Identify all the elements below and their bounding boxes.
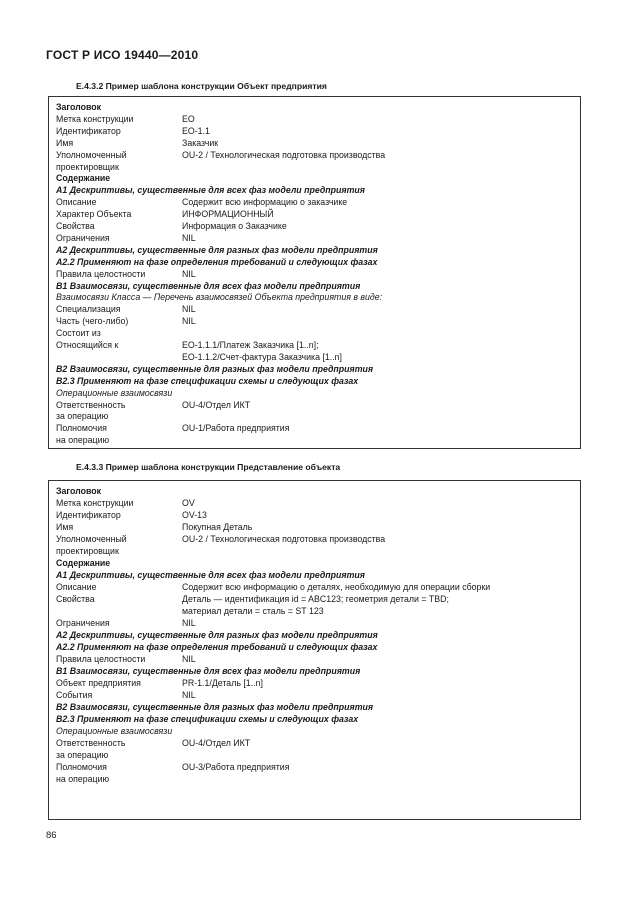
ov-template-box [48, 480, 581, 820]
row-label: Имя [56, 522, 74, 532]
template-row [56, 497, 576, 509]
row-value: NIL [182, 268, 196, 279]
row-value: EO [182, 113, 195, 124]
row-label: Свойства [56, 221, 95, 231]
row-label: В2.3 Применяют на фазе спецификации схемы и следующих фазах [56, 375, 359, 386]
template-row [56, 533, 576, 545]
row-label: А1 Дескриптивы, существенные для всех фаз модели предприятия [56, 185, 365, 196]
row-value: OU-2 / Технологическая подготовка производства [182, 534, 386, 544]
row-label: Характер Объекта [56, 209, 132, 220]
row-value: NIL [182, 654, 196, 664]
row-label: Часть (чего-либо) [56, 316, 129, 327]
row-label: В2.3 Применяют на фазе спецификации схемы и следующих фазах [56, 714, 359, 724]
template-row [56, 291, 576, 303]
row-label: на операцию [56, 435, 110, 446]
template-row [56, 410, 576, 422]
row-label: Описание [56, 582, 97, 592]
row-value: Содержит всю информацию о заказчике [182, 197, 348, 208]
template-row [56, 422, 576, 434]
row-value: ИНФОРМАЦИОННЫЙ [182, 209, 274, 220]
row-label: за операцию [56, 750, 109, 760]
row-label: А2 Дескриптивы, существенные для разных фаз модели предприятия [56, 244, 378, 255]
row-label: Заголовок [56, 486, 102, 496]
row-label: Содержание [56, 173, 111, 184]
template-row [56, 184, 576, 196]
template-row [56, 327, 576, 339]
row-label: В1 Взаимосвязи, существенные для всех фаз модели предприятия [56, 666, 361, 676]
row-label: Относящийся к [56, 340, 119, 350]
section-e433-title: Е.4.3.3 Пример шаблона конструкции Представление объекта [76, 462, 341, 472]
row-label: Метка конструкции [56, 113, 134, 124]
template-row [56, 113, 576, 125]
row-label: Полномочия [56, 762, 107, 772]
row-label: Имя [56, 137, 74, 148]
template-row [56, 725, 576, 737]
row-label: Операционные взаимосвязи [56, 726, 173, 736]
template-row [56, 737, 576, 749]
template-row [56, 749, 576, 761]
template-row [56, 485, 576, 497]
template-row [56, 196, 576, 208]
row-label: Ответственность [56, 399, 126, 410]
template-row [56, 399, 576, 411]
row-label: на операцию [56, 774, 110, 784]
row-label: Заголовок [56, 102, 102, 112]
row-label: В2 Взаимосвязи, существенные для разных фаз модели предприятия [56, 702, 374, 712]
row-value: OU-1/Работа предприятия [182, 423, 290, 434]
row-value: Заказчик [182, 137, 219, 148]
row-value: NIL [182, 232, 196, 243]
eo-template-box [48, 96, 581, 449]
row-label: В2 Взаимосвязи, существенные для разных фаз модели предприятия [56, 363, 374, 374]
template-row [56, 641, 576, 653]
row-label: Содержание [56, 558, 111, 568]
template-row [56, 125, 576, 137]
template-row [56, 509, 576, 521]
row-label: Правила целостности [56, 268, 146, 279]
row-value: материал детали = сталь = ST 123 [182, 606, 324, 616]
template-row [56, 581, 576, 593]
row-label: Полномочия [56, 423, 107, 434]
row-value: OV-13 [182, 510, 207, 520]
template-row [56, 208, 576, 220]
row-label: А1 Дескриптивы, существенные для всех фаз модели предприятия [56, 570, 365, 580]
template-row [56, 244, 576, 256]
row-label: Идентификатор [56, 125, 121, 136]
template-row [56, 653, 576, 665]
row-label: Ограничения [56, 232, 110, 243]
row-value: OU-4/Отдел ИКТ [182, 399, 251, 410]
row-value: PR-1.1/Деталь [1..n] [182, 678, 263, 688]
row-value: NIL [182, 316, 196, 327]
row-label: Метка конструкции [56, 498, 134, 508]
template-row [56, 268, 576, 280]
template-row [56, 161, 576, 173]
template-row [56, 315, 576, 327]
row-value: NIL [182, 690, 196, 700]
row-label: А2.2 Применяют на фазе определения требований и следующих фазах [56, 642, 378, 652]
row-value: Информация о Заказчике [182, 221, 287, 231]
row-value: OU-2 / Технологическая подготовка производства [182, 149, 386, 160]
template-row [56, 220, 576, 232]
template-row [56, 387, 576, 399]
template-row [56, 280, 576, 292]
row-label: Уполномоченный [56, 534, 127, 544]
row-label: Объект предприятия [56, 678, 141, 688]
row-label: Операционные взаимосвязи [56, 387, 173, 398]
row-label: Свойства [56, 594, 95, 604]
row-label: События [56, 690, 93, 700]
template-row [56, 339, 576, 351]
template-row [56, 605, 576, 617]
template-row [56, 569, 576, 581]
template-row [56, 434, 576, 446]
template-row [56, 545, 576, 557]
row-label: за операцию [56, 411, 109, 422]
row-value: EO-1.1 [182, 125, 210, 136]
template-row [56, 521, 576, 533]
template-row [56, 137, 576, 149]
row-value: Содержит всю информацию о деталях, необходимую для операции сборки [182, 582, 491, 592]
section-e432-title: Е.4.3.2 Пример шаблона конструкции Объект предприятия [76, 81, 327, 91]
row-value: EO-1.1.1/Платеж Заказчика [1..n]; [182, 340, 319, 350]
row-label: Идентификатор [56, 510, 121, 520]
row-value: OU-3/Работа предприятия [182, 762, 290, 772]
document-header: ГОСТ Р ИСО 19440—2010 [46, 48, 199, 62]
row-label: Правила целостности [56, 654, 146, 664]
template-row [56, 557, 576, 569]
template-row [56, 701, 576, 713]
template-row [56, 629, 576, 641]
row-value: Деталь — идентификация id = ABC123; геометрия детали = TBD; [182, 594, 449, 604]
template-row [56, 363, 576, 375]
page-number: 86 [46, 830, 57, 841]
template-row [56, 303, 576, 315]
row-label: В1 Взаимосвязи, существенные для всех фаз модели предприятия [56, 280, 361, 291]
template-row [56, 617, 576, 629]
row-value: NIL [182, 304, 196, 315]
template-row [56, 713, 576, 725]
row-label: Ответственность [56, 738, 126, 748]
template-row [56, 101, 576, 113]
row-label: Описание [56, 197, 97, 208]
template-row [56, 351, 576, 363]
row-value: OU-4/Отдел ИКТ [182, 738, 251, 748]
row-label: проектировщик [56, 546, 119, 556]
template-row [56, 761, 576, 773]
template-row [56, 665, 576, 677]
template-row [56, 689, 576, 701]
row-label: Взаимосвязи Класса — Перечень взаимосвязей Объекта предприятия в виде: [56, 292, 383, 303]
template-row [56, 593, 576, 605]
row-label: А2 Дескриптивы, существенные для разных фаз модели предприятия [56, 630, 378, 640]
row-label: Ограничения [56, 618, 110, 628]
template-row [56, 375, 576, 387]
row-label: Специализация [56, 304, 121, 315]
template-row [56, 677, 576, 689]
template-row [56, 232, 576, 244]
row-value: NIL [182, 618, 196, 628]
template-row [56, 172, 576, 184]
row-label: Состоит из [56, 328, 101, 339]
row-label: Уполномоченный [56, 149, 127, 160]
row-value: Покупная Деталь [182, 522, 253, 532]
row-value: EO-1.1.2/Счет-фактура Заказчика [1..n] [182, 351, 342, 362]
row-label: А2.2 Применяют на фазе определения требований и следующих фазах [56, 256, 378, 267]
template-row [56, 256, 576, 268]
row-label: проектировщик [56, 161, 119, 172]
template-row [56, 149, 576, 161]
template-row [56, 773, 576, 785]
row-value: OV [182, 498, 195, 508]
